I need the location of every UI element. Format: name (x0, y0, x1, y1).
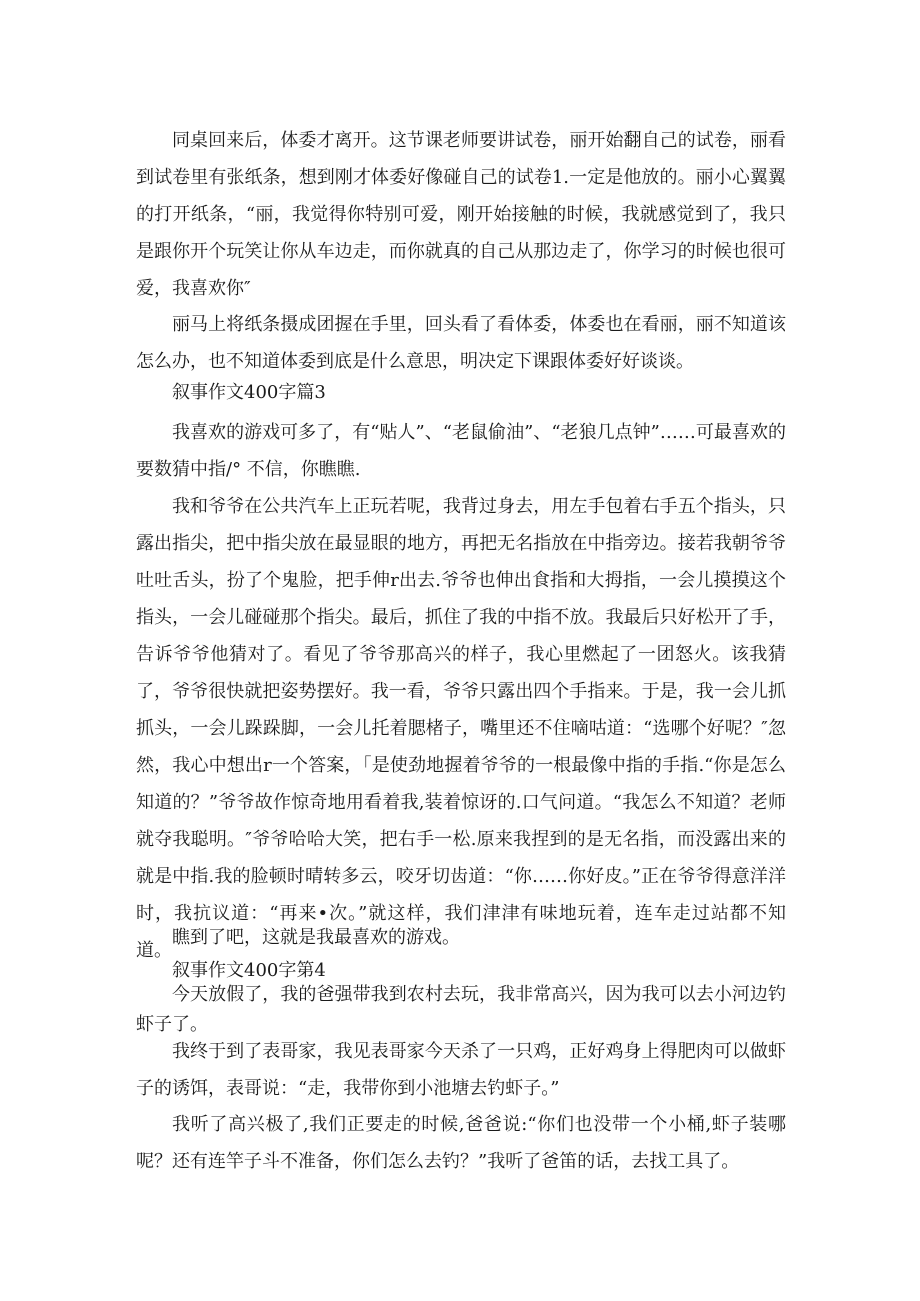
paragraph-8: 我听了高兴极了,我们正要走的时候,爸爸说:“你们也没带一个小桶,虾子装哪呢？还有连竿子斗不准备，你们怎么去钓？”我听了爸笛的话，去找工具了。 (136, 1114, 786, 1172)
paragraph-7: 我终于到了表哥家，我见表哥家今天杀了一只鸡，正好鸡身上得肥肉可以做虾子的诱饵，表哥说：“走，我带你到小池塘去钓虾子。” (136, 1041, 786, 1099)
paragraph-2: 丽马上将纸条摄成团握在手里，回头看了看体委，体委也在看丽，丽不知道该怎么办，也不知道体委到底是什么意思，明决定下课跟体委好好谈谈。 (136, 314, 786, 372)
paragraph-3: 我喜欢的游戏可多了，有“贴人”、“老鼠偷油”、“老狼几点钟”……可最喜欢的要数猜中指/° 不信，你瞧瞧. (136, 422, 786, 480)
paragraph-5: 瞧到了吧，这就是我最喜欢的游戏。 (172, 927, 460, 948)
paragraph-6: 今天放假了，我的爸强带我到农村去玩，我非常高兴，因为我可以去小河边钓虾子了。 (136, 984, 786, 1035)
paragraph-1: 同桌回来后，体委才离开。这节课老师要讲试卷，丽开始翻自己的试卷，丽看到试卷里有张纸条，想到刚才体委好像碰自己的试卷1.一定是他放的。丽小心翼翼的打开纸条，“丽，我觉得你特别可爱，刚开始接触的时候，我就感觉到了，我只是跟你开个玩笑让你从车边走，而你就真的自己从那边走了，你学习的时候也很可爱，我喜欢你″ (136, 130, 786, 299)
section-heading-3: 叙事作文400字篇3 (172, 382, 326, 403)
paragraph-4: 我和爷爷在公共汽车上正玩若呢，我背过身去，用左手包着右手五个指头，只露出指尖，把中指尖放在最显眼的地方，再把无名指放在中指旁边。接若我朝爷爷吐吐舌头，扮了个鬼脸，把手伸r出去.爷爷也伸出食指和大拇指，一会儿摸摸这个指头，一会儿碰碰那个指尖。最后，抓住了我的中指不放。我最后只好松开了手，告诉爷爷他猜对了。看见了爷爷那高兴的样子，我心里燃起了一团怒火。该我猜了，爷爷很快就把姿势摆好。我一看，爷爷只露出四个手指来。于是，我一会儿抓抓头，一会儿跺跺脚，一会儿托着腮楮子，嘴里还不住嘀咕道：“选哪个好呢？″忽然，我心中想出r一个答案，「是使劲地握着爷爷的一根最像中指的手指.“你是怎么知道的？”爷爷故作惊奇地用看着我,装着惊讶的.口气问道。“我怎么不知道？老师就夺我聪明。″爷爷哈哈大笑，把右手一松.原来我捏到的是无名指，而没露出来的就是中指.我的脸顿时晴转多云，咬牙切齿道：“你……你好皮。”正在爷爷得意洋洋时，我抗议道：“再来•次。”就这样，我们津津有味地玩着，连车走过站都不知道。 (136, 496, 786, 961)
section-heading-4: 叙事作文400字第4 (172, 960, 326, 981)
